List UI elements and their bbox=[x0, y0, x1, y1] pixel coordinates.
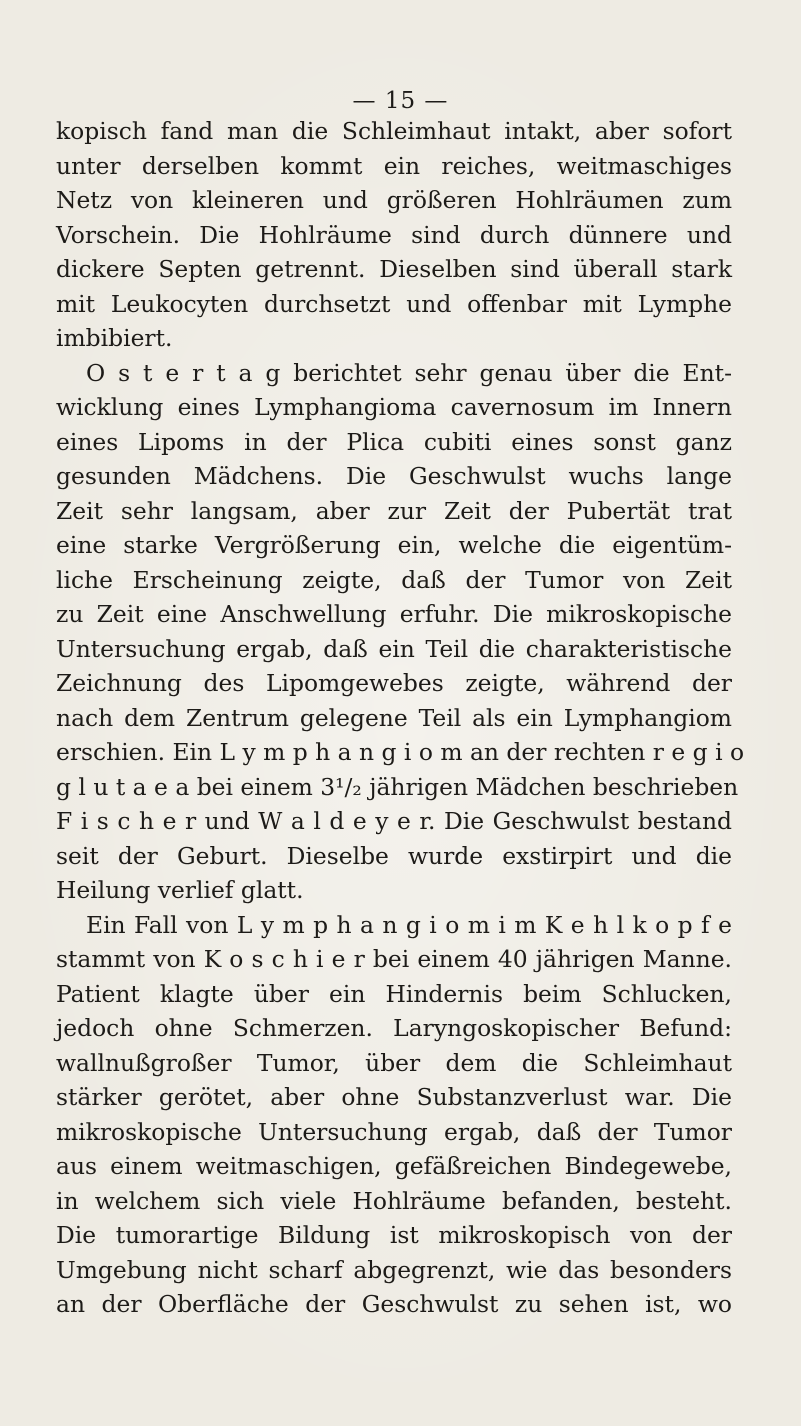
text-line: Umgebung nicht scharf abgegrenzt, wie das besonders bbox=[56, 1255, 732, 1284]
text-line: stärker gerötet, aber ohne Substanzverlust war. Die bbox=[56, 1083, 732, 1111]
text-line: eine starke Vergrößerung ein, welche die eigentüm- bbox=[56, 531, 732, 559]
text-line: O s t e r t a g berichtet sehr genau über die Ent- bbox=[86, 358, 732, 387]
text-line: seit der Geburt. Dieselbe wurde exstirpirt und die bbox=[56, 841, 732, 870]
text-line: kopisch fand man die Schleimhaut intakt, aber sofort bbox=[56, 117, 732, 145]
text-line: dickere Septen getrennt. Dieselben sind überall stark bbox=[56, 255, 732, 283]
text-line: Ein Fall von L y m p h a n g i o m i m K e h l k o p f e bbox=[86, 910, 732, 939]
text-line: Vorschein. Die Hohlräume sind durch dünnere und bbox=[56, 220, 732, 249]
text-line: liche Erscheinung zeigte, daß der Tumor von Zeit bbox=[56, 565, 732, 594]
text-line: jedoch ohne Schmerzen. Laryngoskopischer Befund: bbox=[56, 1014, 732, 1042]
text-line: erschien. Ein L y m p h a n g i o m an der rechten r e g i o bbox=[56, 738, 745, 766]
text-line: Netz von kleineren und größeren Hohlräumen zum bbox=[56, 186, 732, 214]
text-line: eines Lipoms in der Plica cubiti eines sonst ganz bbox=[56, 427, 732, 456]
text-line: zu Zeit eine Anschwellung erfuhr. Die mikroskopische bbox=[56, 600, 732, 628]
text-line: Heilung verlief glatt. bbox=[56, 876, 304, 904]
text-line: Untersuchung ergab, daß ein Teil die charakteristische bbox=[56, 634, 732, 663]
text-line: aus einem weitmaschigen, gefäßreichen Bindegewebe, bbox=[56, 1152, 732, 1180]
text-line: Zeichnung des Lipomgewebes zeigte, während der bbox=[56, 669, 732, 697]
text-line: g l u t a e a bei einem 3¹/₂ jährigen Mädchen beschrieben bbox=[56, 772, 739, 801]
text-line: Patient klagte über ein Hindernis beim Schlucken, bbox=[56, 979, 732, 1008]
text-line: Zeit sehr langsam, aber zur Zeit der Pubertät trat bbox=[56, 496, 732, 525]
text-line: imbibiert. bbox=[56, 324, 173, 352]
text-line: F i s c h e r und W a l d e y e r. Die Geschwulst bestand bbox=[56, 807, 732, 835]
text-line: in welchem sich viele Hohlräume befanden, besteht. bbox=[56, 1186, 732, 1215]
text-line: wallnußgroßer Tumor, über dem die Schleimhaut bbox=[56, 1048, 732, 1077]
text-line: gesunden Mädchens. Die Geschwulst wuchs lange bbox=[56, 462, 732, 490]
text-line: nach dem Zentrum gelegene Teil als ein Lymphangiom bbox=[56, 703, 732, 732]
text-line: wicklung eines Lymphangioma cavernosum im Innern bbox=[56, 393, 732, 421]
text-line: mikroskopische Untersuchung ergab, daß der Tumor bbox=[56, 1117, 732, 1146]
page-number: — 15 — bbox=[352, 88, 449, 114]
text-line: mit Leukocyten durchsetzt und offenbar mit Lymphe bbox=[56, 289, 732, 318]
text-line: Die tumorartige Bildung ist mikroskopisch von der bbox=[56, 1221, 732, 1249]
text-line: an der Oberfläche der Geschwulst zu sehen ist, wo bbox=[56, 1290, 732, 1318]
text-line: stammt von K o s c h i e r bei einem 40 jährigen Manne. bbox=[56, 945, 732, 973]
text-line: unter derselben kommt ein reiches, weitmaschiges bbox=[56, 151, 732, 180]
body-text bbox=[56, 114, 745, 1322]
